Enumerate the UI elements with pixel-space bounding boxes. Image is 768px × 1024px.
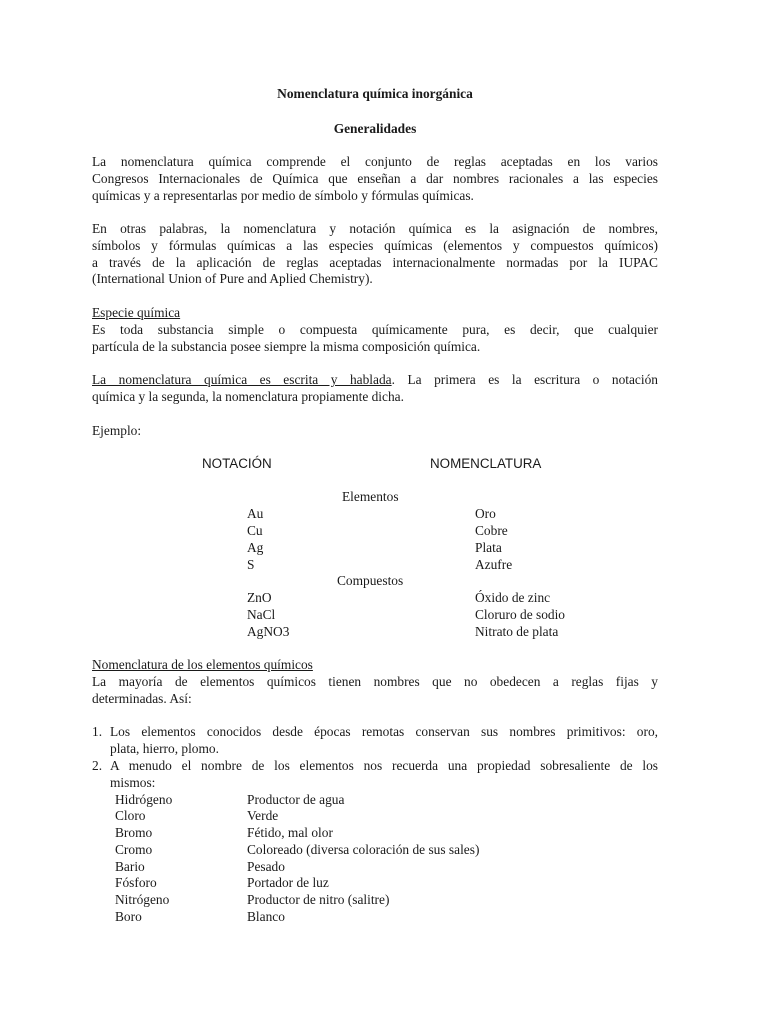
property-element: Bario xyxy=(115,859,145,874)
property-meaning: Coloreado (diversa coloración de sus sales) xyxy=(247,842,480,857)
table-cell-nombre: Cobre xyxy=(475,523,508,538)
list-item xyxy=(92,758,658,792)
list-item xyxy=(92,724,658,758)
table-cell-notacion: ZnO xyxy=(247,590,272,605)
property-meaning: Productor de agua xyxy=(247,792,345,807)
property-element: Boro xyxy=(115,909,142,924)
table-cell-nombre: Azufre xyxy=(475,557,513,572)
list-item-text xyxy=(110,758,658,792)
paragraph-line: (International Union of Pure and Aplied Chemistry). xyxy=(92,271,373,287)
property-element: Fósforo xyxy=(115,875,157,890)
column-header-notacion: NOTACIÓN xyxy=(202,456,272,471)
property-meaning: Fétido, mal olor xyxy=(247,825,333,840)
table-cell-notacion: Au xyxy=(247,506,264,521)
property-meaning: Blanco xyxy=(247,909,285,924)
document-page xyxy=(92,0,658,1024)
list-number: 2. xyxy=(92,758,103,773)
table-cell-nombre: Cloruro de sodio xyxy=(475,607,566,622)
property-element: Nitrógeno xyxy=(115,892,170,907)
table-cell-notacion: NaCl xyxy=(247,607,276,622)
document-subtitle: Generalidades xyxy=(333,121,417,136)
list-item-text xyxy=(110,724,658,758)
paragraph-line xyxy=(92,372,658,389)
table-cell-nombre: Plata xyxy=(475,540,502,555)
table-cell-nombre: Oro xyxy=(475,506,496,521)
table-cell-nombre: Nitrato de plata xyxy=(475,624,559,639)
table-cell-notacion: Cu xyxy=(247,523,263,538)
paragraph-line: La nomenclatura química comprende el conjunto de reglas aceptadas en los varios xyxy=(92,154,658,169)
paragraph-line: Es toda substancia simple o compuesta químicamente pura, es decir, que cualquier xyxy=(92,321,658,337)
group-label-elementos: Elementos xyxy=(342,489,399,504)
list-line: Los elementos conocidos desde épocas remotas conservan sus nombres primitivos: oro, xyxy=(110,724,658,739)
paragraph-line: símbolos y fórmulas químicas a las especies químicas (elementos y compuestos químicos) xyxy=(92,237,658,253)
paragraph-line: La mayoría de elementos químicos tienen nombres que no obedecen a reglas fijas y xyxy=(92,673,658,689)
section-especie-quimica xyxy=(92,305,658,355)
section-heading: Especie química xyxy=(92,305,181,320)
property-meaning: Pesado xyxy=(247,859,285,874)
section-heading: Nomenclatura de los elementos químicos xyxy=(92,657,313,672)
property-element: Cloro xyxy=(115,808,146,823)
property-meaning: Verde xyxy=(247,808,279,823)
paragraph-iupac xyxy=(92,221,658,288)
paragraph-definition xyxy=(92,154,658,204)
paragraph-line: química y la segunda, la nomenclatura propiamente dicha. xyxy=(92,388,404,404)
paragraph-line: a través de la aplicación de reglas aceptadas internacionalmente normadas por la IUPAC xyxy=(92,254,658,270)
table-cell-notacion: Ag xyxy=(247,540,264,555)
ejemplo-label: Ejemplo: xyxy=(92,423,142,438)
property-element: Bromo xyxy=(115,825,153,840)
document-title: Nomenclatura química inorgánica xyxy=(277,86,473,101)
property-element: Hidrógeno xyxy=(115,792,173,807)
underlined-phrase: La nomenclatura química es escrita y hablada xyxy=(92,372,392,387)
paragraph-line: Congresos Internacionales de Química que enseñan a dar nombres racionales a las especies xyxy=(92,170,658,186)
list-line: A menudo el nombre de los elementos nos recuerda una propiedad sobresaliente de los xyxy=(110,758,658,773)
group-label-compuestos: Compuestos xyxy=(337,573,404,588)
table-cell-nombre: Óxido de zinc xyxy=(475,590,551,605)
property-meaning: Portador de luz xyxy=(247,875,329,890)
paragraph-line: determinadas. Así: xyxy=(92,690,192,706)
table-cell-notacion: S xyxy=(247,557,255,572)
paragraph-line: partícula de la substancia posee siempre la misma composición química. xyxy=(92,338,481,354)
table-cell-notacion: AgNO3 xyxy=(247,624,290,639)
paragraph-escrita-hablada xyxy=(92,372,658,406)
list-line: mismos: xyxy=(110,774,156,790)
property-element: Cromo xyxy=(115,842,153,857)
list-line: plata, hierro, plomo. xyxy=(110,740,219,756)
section-nomenclatura-elementos xyxy=(92,657,658,707)
paragraph-line: químicas y a representarlas por medio de símbolo y fórmulas químicas. xyxy=(92,187,474,203)
property-meaning: Productor de nitro (salitre) xyxy=(247,892,390,907)
column-header-nomenclatura: NOMENCLATURA xyxy=(430,456,542,471)
list-number: 1. xyxy=(92,724,103,739)
paragraph-line: En otras palabras, la nomenclatura y notación química es la asignación de nombres, xyxy=(92,221,658,236)
line-rest: . La primera es la escritura o notación xyxy=(391,372,658,387)
